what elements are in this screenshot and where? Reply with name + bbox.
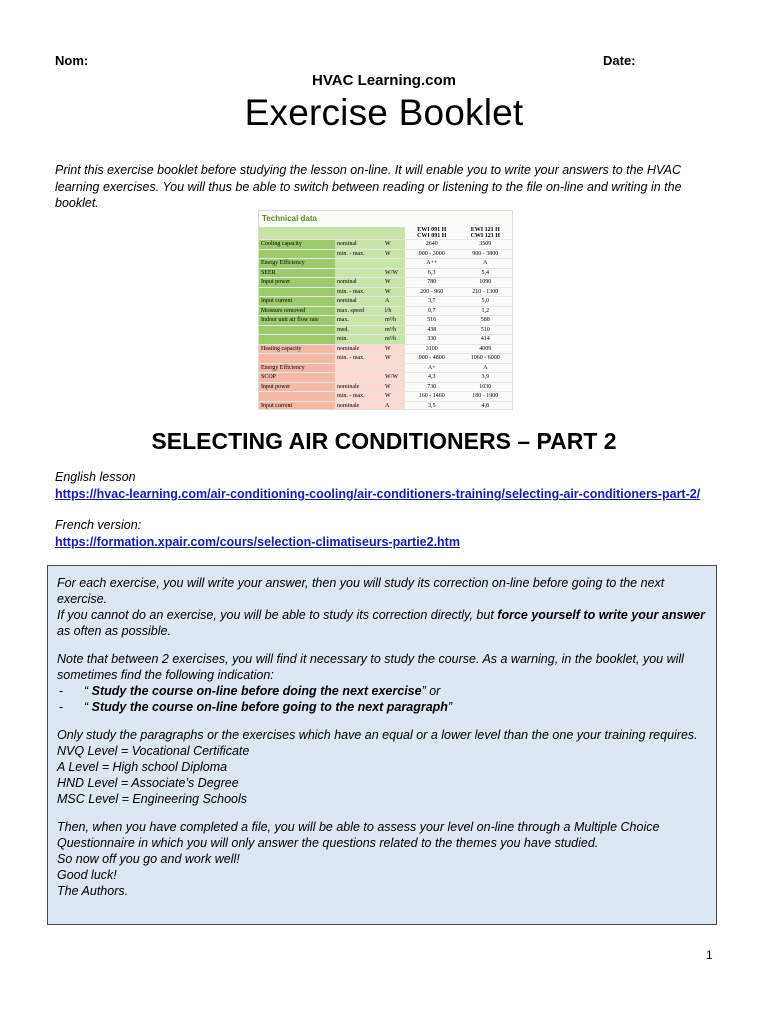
technical-data-cell: 3,5	[405, 401, 459, 410]
technical-data-row	[259, 373, 512, 383]
technical-data-cell: 588	[459, 316, 513, 326]
technical-data-cell	[383, 363, 405, 373]
technical-data-header-row	[259, 227, 512, 240]
technical-data-table	[259, 227, 512, 410]
technical-data-row	[259, 335, 512, 345]
technical-data-cell: 438	[405, 325, 459, 335]
technical-data-cell: 160 - 1460	[405, 392, 459, 402]
technical-data-cell: nominal	[335, 297, 383, 307]
technical-data-cell	[335, 363, 383, 373]
technical-data-cell: A	[459, 259, 513, 269]
technical-data-cell: W	[383, 382, 405, 392]
name-label: Nom:	[55, 53, 89, 68]
technical-data-cell	[259, 335, 335, 345]
technical-data-cell: 3,7	[405, 297, 459, 307]
technical-data-row	[259, 382, 512, 392]
technical-data-row	[259, 354, 512, 364]
model-1-heading: EWI 091 H CWI 091 H	[405, 227, 459, 240]
technical-data-cell: Cooling capacity	[259, 240, 335, 250]
technical-data-cell: W	[383, 287, 405, 297]
level-item: NVQ Level = Vocational Certificate	[57, 744, 250, 758]
technical-data-cell: min. - max.	[335, 287, 383, 297]
technical-data-row	[259, 401, 512, 410]
technical-data-cell: 180 - 1900	[459, 392, 513, 402]
technical-data-cell: 0,7	[405, 306, 459, 316]
technical-data-cell: 5,0	[459, 297, 513, 307]
technical-data-cell	[335, 268, 383, 278]
technical-data-cell	[259, 249, 335, 259]
technical-data-cell: W/W	[383, 268, 405, 278]
technical-data-row	[259, 297, 512, 307]
technical-data-cell: W	[383, 240, 405, 250]
technical-data-cell: W	[383, 344, 405, 354]
technical-data-cell: 5,4	[459, 268, 513, 278]
site-name: HVAC Learning.com	[312, 72, 456, 89]
technical-data-cell	[335, 373, 383, 383]
level-item: HND Level = Associate’s Degree	[57, 776, 239, 790]
level-item: A Level = High school Diploma	[57, 760, 228, 774]
technical-data-cell: 4,3	[405, 373, 459, 383]
date-label: Date:	[603, 53, 636, 68]
technical-data-cell: 780	[405, 278, 459, 288]
intro-paragraph: Print this exercise booklet before studying the lesson on-line. It will enable you to write your answers to the HVAC learning exercises. You will thus be able to switch between reading or listening to the file on-line and writing in the booklet.	[55, 163, 682, 210]
technical-data-row	[259, 278, 512, 288]
technical-data-image	[258, 210, 513, 410]
technical-data-cell: 2640	[405, 240, 459, 250]
technical-data-row	[259, 363, 512, 373]
technical-data-cell: nominale	[335, 401, 383, 410]
indication-item: - “ Study the course on-line before going to the next paragraph”	[59, 700, 453, 714]
technical-data-cell: m³/h	[383, 316, 405, 326]
technical-data-cell: 510	[459, 325, 513, 335]
technical-data-cell: A	[459, 363, 513, 373]
technical-data-cell: min.	[335, 335, 383, 345]
technical-data-cell: nominal	[335, 278, 383, 288]
technical-data-cell	[259, 287, 335, 297]
instructions-paragraph-1: For each exercise, you will write your answer, then you will study its correction on-line before going to the next exercise. If you cannot do an exercise, you will be able to study its correction directly, but force yourself to write your answer as often as possible.	[57, 576, 705, 638]
technical-data-cell: SEER	[259, 268, 335, 278]
technical-data-cell: Input power	[259, 382, 335, 392]
technical-data-cell: 900 - 4800	[405, 354, 459, 364]
page-number: 1	[706, 948, 713, 962]
technical-data-cell: Energy Efficiency	[259, 259, 335, 269]
technical-data-cell: 1,2	[459, 306, 513, 316]
technical-data-cell: m³/h	[383, 325, 405, 335]
technical-data-row	[259, 249, 512, 259]
instructions-box	[47, 565, 717, 925]
technical-data-cell: Heating capacity	[259, 344, 335, 354]
technical-data-cell: m³/h	[383, 335, 405, 345]
technical-data-cell: 4,8	[459, 401, 513, 410]
english-lesson-label: English lesson	[55, 470, 136, 484]
technical-data-cell: 3,9	[459, 373, 513, 383]
technical-data-row	[259, 325, 512, 335]
technical-data-row	[259, 287, 512, 297]
level-item: MSC Level = Engineering Schools	[57, 792, 248, 806]
instructions-paragraph-4: Then, when you have completed a file, you will be able to assess your level on-line through a Multiple Choice Questionnaire in which you will only answer the questions related to the themes you have studied. So now off you go and work well! Good luck! The Authors.	[57, 820, 660, 898]
technical-data-cell: 4009	[459, 344, 513, 354]
technical-data-cell: max. speed	[335, 306, 383, 316]
section-title: SELECTING AIR CONDITIONERS – PART 2	[151, 428, 617, 454]
indication-item: - “ Study the course on-line before doing the next exercise” or	[59, 684, 441, 698]
technical-data-cell: 1060 - 6000	[459, 354, 513, 364]
technical-data-cell: 1090	[459, 278, 513, 288]
technical-data-cell: 900 - 3000	[405, 249, 459, 259]
technical-data-cell: 414	[459, 335, 513, 345]
technical-data-cell: nominale	[335, 382, 383, 392]
technical-data-cell: med.	[335, 325, 383, 335]
technical-data-cell: min. - max.	[335, 392, 383, 402]
technical-data-cell: Input power	[259, 278, 335, 288]
technical-data-cell: Input current	[259, 297, 335, 307]
technical-data-cell: SCOP	[259, 373, 335, 383]
technical-data-cell: max.	[335, 316, 383, 326]
technical-data-cell	[383, 259, 405, 269]
technical-data-cell: 3100	[405, 344, 459, 354]
technical-data-cell: W	[383, 249, 405, 259]
technical-data-cell: 900 - 3800	[459, 249, 513, 259]
technical-data-cell: nominal	[335, 240, 383, 250]
model-2-heading: EWI 121 H CWI 121 H	[459, 227, 513, 240]
english-lesson-link[interactable]: https://hvac-learning.com/air-conditioning-cooling/air-conditioners-training/selecting-air-conditioners-part-2/	[55, 487, 701, 501]
french-version-link[interactable]: https://formation.xpair.com/cours/selection-climatiseurs-partie2.htm	[55, 535, 460, 549]
technical-data-cell: W	[383, 278, 405, 288]
technical-data-row	[259, 259, 512, 269]
technical-data-row	[259, 306, 512, 316]
technical-data-row	[259, 268, 512, 278]
technical-data-cell: l/h	[383, 306, 405, 316]
technical-data-cell: 200 - 960	[405, 287, 459, 297]
technical-data-title: Technical data	[262, 214, 317, 223]
technical-data-cell: Input current	[259, 401, 335, 410]
technical-data-cell: min. - max.	[335, 249, 383, 259]
technical-data-cell: 3509	[459, 240, 513, 250]
technical-data-cell: W	[383, 354, 405, 364]
technical-data-cell: A	[383, 297, 405, 307]
technical-data-cell	[259, 354, 335, 364]
technical-data-cell: A+	[405, 363, 459, 373]
page-title: Exercise Booklet	[244, 92, 524, 133]
technical-data-cell: A++	[405, 259, 459, 269]
technical-data-cell: 1030	[459, 382, 513, 392]
technical-data-cell: 6,3	[405, 268, 459, 278]
technical-data-cell: Energy Efficiency	[259, 363, 335, 373]
technical-data-cell: 516	[405, 316, 459, 326]
instructions-paragraph-2: Note that between 2 exercises, you will find it necessary to study the course. As a warning, in the booklet, you will sometimes find the following indication: - “ Study the course on-line before doing the next exercise” or - “ Study the course on-line before going to the next paragraph”	[57, 651, 707, 715]
technical-data-cell: W/W	[383, 373, 405, 383]
technical-data-cell: A	[383, 401, 405, 410]
technical-data-cell: 730	[405, 382, 459, 392]
technical-data-cell: Indoor unit air flow rate	[259, 316, 335, 326]
technical-data-cell	[259, 325, 335, 335]
technical-data-cell: Moisture removed	[259, 306, 335, 316]
technical-data-cell: nominale	[335, 344, 383, 354]
technical-data-cell: W	[383, 392, 405, 402]
technical-data-row	[259, 240, 512, 250]
technical-data-cell: min. - max.	[335, 354, 383, 364]
technical-data-cell: 330	[405, 335, 459, 345]
technical-data-row	[259, 392, 512, 402]
instructions-paragraph-3: Only study the paragraphs or the exercises which have an equal or a lower level than the one your training requires. NVQ Level = Vocational Certificate A Level = High school Diploma HND Level = Associate’s Degree MSC Level = Engineering Schools	[57, 727, 707, 807]
french-version-label: French version:	[55, 518, 142, 532]
technical-data-row	[259, 344, 512, 354]
technical-data-row	[259, 316, 512, 326]
technical-data-cell	[335, 259, 383, 269]
technical-data-cell: 210 - 1300	[459, 287, 513, 297]
technical-data-cell	[259, 392, 335, 402]
